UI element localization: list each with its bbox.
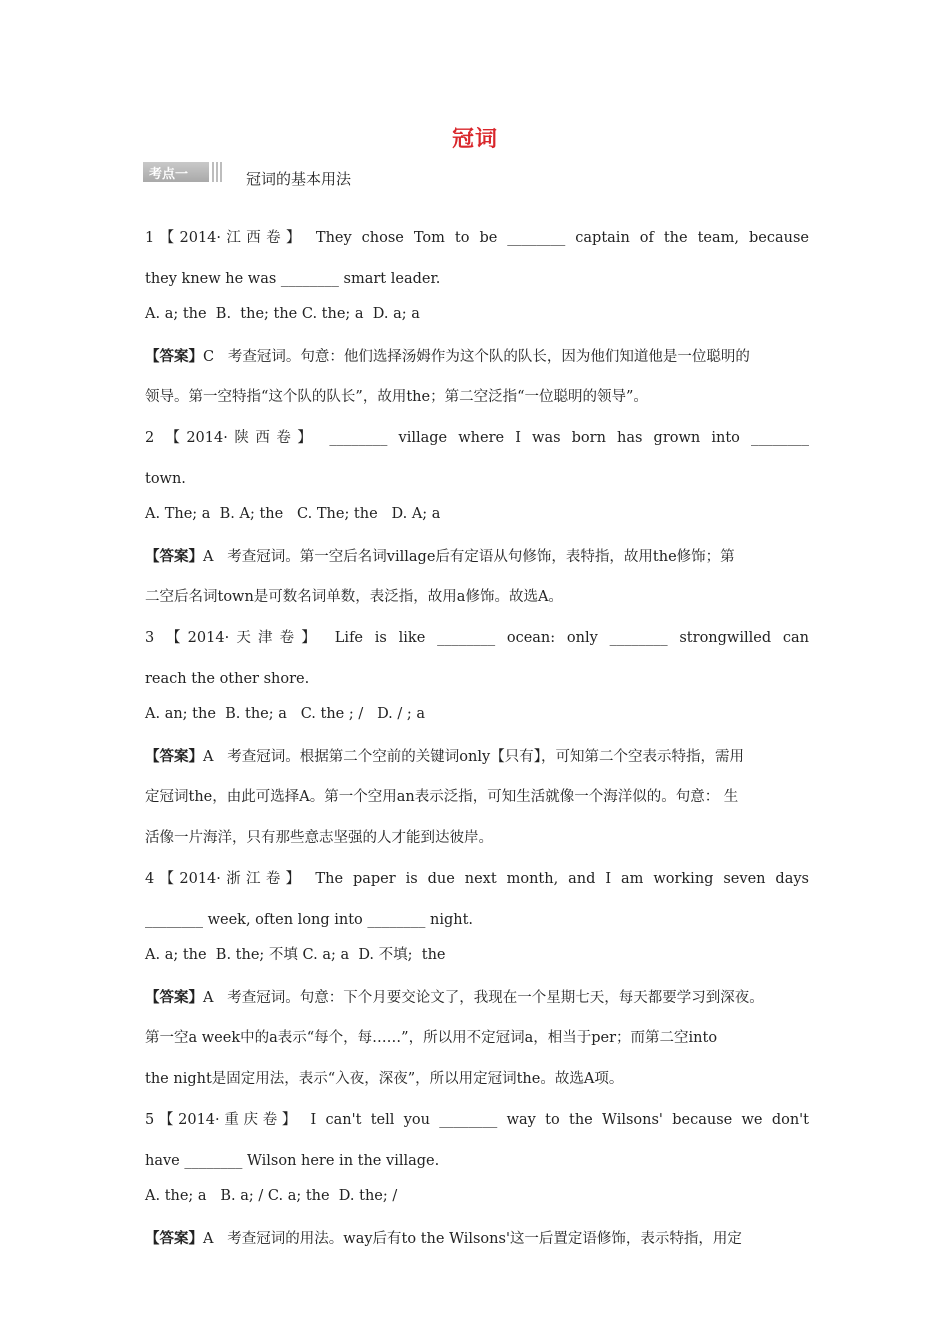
question-stem-line: have ________ Wilson here in the village. <box>145 1153 440 1169</box>
answer-tag: 【答案】 <box>145 548 203 565</box>
question-list <box>145 218 809 1259</box>
answer-line <box>145 977 809 1018</box>
answer-line <box>145 1218 809 1259</box>
question-options: A. the; a B. a; / C. a; the D. the; / <box>145 1188 398 1204</box>
answer-text: 领导。第一空特指“这个队的队长”，故用the；第二空泛指“一位聪明的领导”。 <box>145 389 648 405</box>
answer-text: 二空后名词town是可数名词单数，表泛指，故用a修饰。故选A。 <box>145 589 563 605</box>
answer-tag: 【答案】 <box>145 748 203 765</box>
answer-text: A 考查冠词。句意：下个月要交论文了，我现在一个星期七天，每天都要学习到深夜。 <box>203 990 764 1006</box>
answer-line <box>145 336 809 377</box>
answer-line <box>145 536 809 577</box>
answer-line <box>145 777 809 818</box>
section-badge: 考点一 <box>143 162 209 182</box>
answer-tag: 【答案】 <box>145 989 203 1006</box>
answer-tag: 【答案】 <box>145 1230 203 1247</box>
question-options: A. a; the B. the; the C. the; a D. a; a <box>145 306 420 322</box>
answer-tag: 【答案】 <box>145 348 203 365</box>
question-stem-line: 4【2014·浙江卷】 The paper is due next month, and I am working seven days <box>145 871 809 887</box>
answer-text: 活像一片海洋，只有那些意志坚强的人才能到达彼岸。 <box>145 830 493 846</box>
question-stem-line: ________ week, often long into ________ night. <box>145 912 474 928</box>
question-stem-line: 2 【2014·陕西卷】 ________ village where I was born has grown into ________ <box>145 430 809 446</box>
answer-text: the night是固定用法，表示“入夜，深夜”，所以用定冠词the。故选A项。 <box>145 1071 624 1087</box>
question-stem-line: 5【2014·重庆卷】 I can't tell you ________ way to the Wilsons' because we don't <box>145 1112 809 1128</box>
page-title: 冠词 <box>451 126 498 152</box>
answer-line <box>145 577 809 618</box>
answer-line <box>145 818 809 859</box>
question-stem-line: 3 【2014·天津卷】 Life is like ________ ocean: only ________ strongwilled can <box>145 630 809 646</box>
question-options: A. The; a B. A; the C. The; the D. A; a <box>145 506 441 522</box>
answer-line <box>145 1018 809 1059</box>
section-label: 冠词的基本用法 <box>246 169 352 188</box>
question-item <box>145 418 809 618</box>
answer-text: C 考查冠词。句意：他们选择汤姆作为这个队的队长，因为他们知道他是一位聪明的 <box>203 349 750 365</box>
answer-text: 定冠词the，由此可选择A。第一个空用an表示泛指，可知生活就像一个海洋似的。句意： 生 <box>145 789 739 805</box>
question-item <box>145 859 809 1100</box>
answer-text: A 考查冠词。根据第二个空前的关键词only【只有】，可知第二个空表示特指，需用 <box>203 749 744 765</box>
question-stem-line: reach the other shore. <box>145 671 310 687</box>
answer-text: A 考查冠词的用法。way后有to the Wilsons'这一后置定语修饰，表示特指，用定 <box>203 1231 742 1247</box>
answer-text: A 考查冠词。第一空后名词village后有定语从句修饰，表特指，故用the修饰；第 <box>203 549 735 565</box>
question-item <box>145 1100 809 1259</box>
section-header <box>143 160 352 188</box>
answer-line <box>145 1059 809 1100</box>
question-stem-line: town. <box>145 471 186 487</box>
answer-text: 第一空a week中的a表示“每个，每……”，所以用不定冠词a，相当于per；而第二空into <box>145 1030 718 1046</box>
question-options: A. a; the B. the; 不填 C. a; a D. 不填; the <box>145 947 446 963</box>
question-options: A. an; the B. the; a C. the ; / D. / ; a <box>145 706 426 722</box>
question-item <box>145 618 809 859</box>
question-stem-line: they knew he was ________ smart leader. <box>145 271 441 287</box>
answer-line <box>145 377 809 418</box>
question-item <box>145 218 809 418</box>
badge-stripes <box>212 162 222 182</box>
question-stem-line: 1【2014·江西卷】 They chose Tom to be ________ captain of the team, because <box>145 230 809 246</box>
answer-line <box>145 736 809 777</box>
